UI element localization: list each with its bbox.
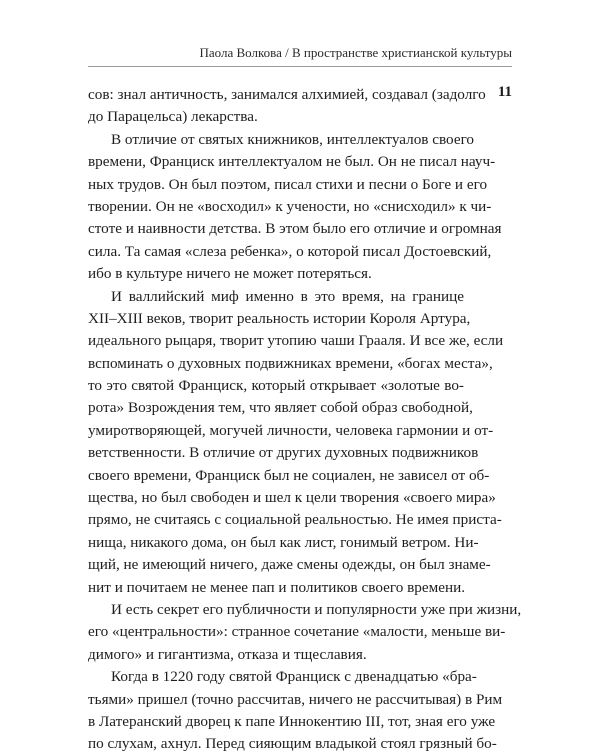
text-line: тьями» пришел (точно рассчитав, ничего не рассчитывая) в Рим <box>88 690 503 708</box>
text-line: сов: знал античность, занимался алхимией, создавал (задолго <box>88 86 486 103</box>
text-line: димого» и гигантизма, отказа и тщеславия. <box>88 645 367 663</box>
page-number: 11 <box>497 84 512 100</box>
text-line: стоте и наивности детства. В этом было его отличие и огромная <box>88 220 502 238</box>
text-line: ибо в культуре ничего не может потеряться. <box>88 265 372 283</box>
header-rule <box>88 66 512 67</box>
text-line: нит и почитаем не менее пап и политиков своего времени. <box>88 578 466 596</box>
text-line: В отличие от святых книжников, интеллектуалов своего <box>111 130 475 148</box>
text-line: вспоминать о духовных подвижниках времени, «богах места», <box>88 354 493 372</box>
text-line: сила. Та самая «слеза ребенка», о которой писал Достоевский, <box>88 242 492 260</box>
text-line: щества, но был свободен и шел к цели творения «своего мира» <box>88 489 496 507</box>
text-line: творении. Он не «восходил» к учености, но «снисходил» к чи- <box>88 197 492 215</box>
text-line: своего времени, Франциск был не социален, не зависел от об- <box>88 466 490 484</box>
text-line: ветственности. В отличие от других духовных подвижников <box>88 444 479 462</box>
text-line: нища, никакого дома, он был как лист, гонимый ветром. Ни- <box>88 533 479 551</box>
text-line: в Латеранский дворец к папе Иннокентию III, тот, зная его уже <box>88 712 496 730</box>
text-line: И есть секрет его публичности и популярности уже при жизни, <box>111 600 522 618</box>
text-line: его «центральности»: странное сочетание «малости, меньше ви- <box>88 623 506 641</box>
text-line: времени, Франциск интеллектуалом не был. Он не писал науч- <box>88 153 496 171</box>
text-line: идеального рыцаря, творит утопию чаши Грааля. И все же, если <box>88 332 504 350</box>
text-line: по слухам, ахнул. Перед сияющим владыкой стоял грязный бо- <box>88 735 497 753</box>
text-line: XII–XIII веков, творит реальность истории Короля Артура, <box>88 309 471 327</box>
running-head: Паола Волкова / В пространстве христианской культуры <box>199 45 512 60</box>
text-line: рота» Возрождения тем, что являет собой образ свободной, <box>88 399 473 417</box>
text-line: прямо, не считаясь с социальной реальностью. Не имея приста- <box>88 511 502 529</box>
text-line: И валлийский миф именно в это время, на границе <box>111 287 464 305</box>
text-line: ных трудов. Он был поэтом, писал стихи и песни о Боге и его <box>88 175 488 193</box>
text-line: умиротворяющей, могучей личности, человека гармонии и от- <box>88 421 494 439</box>
text-line: до Парацельса) лекарства. <box>88 108 258 126</box>
text-line: Когда в 1220 году святой Франциск с двенадцатью «бра- <box>111 668 477 686</box>
text-line: щий, не имеющий ничего, даже смены одежды, он был знаме- <box>88 556 491 574</box>
text-line: то это святой Франциск, который открывает «золотые во- <box>88 377 464 395</box>
